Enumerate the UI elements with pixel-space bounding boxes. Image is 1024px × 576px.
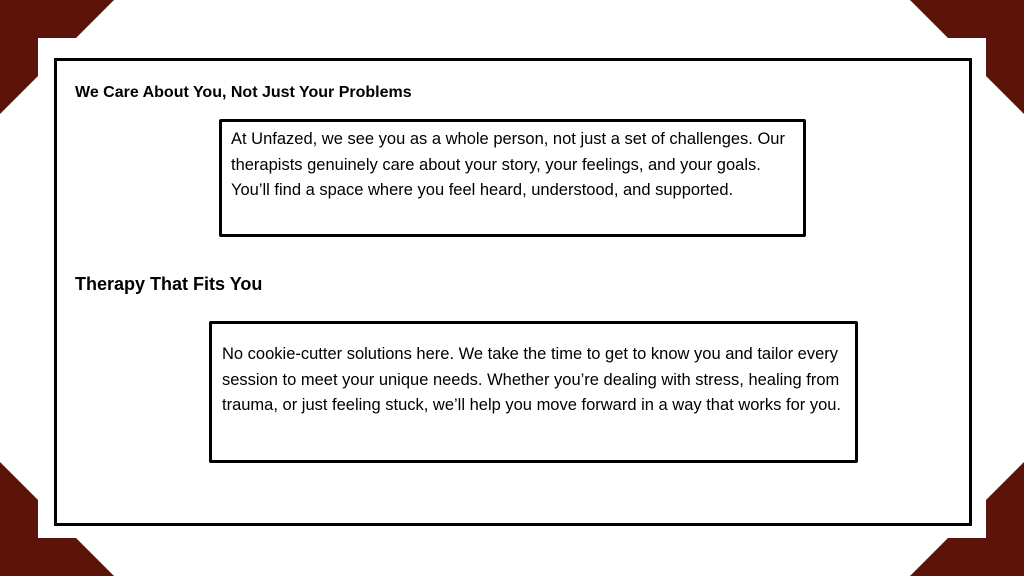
section-2-heading: Therapy That Fits You (75, 274, 263, 294)
section-2-textbox: No cookie-cutter solutions here. We take the time to get to know you and tailor every session to meet your unique needs. Whether you’re dealing with stress, healing from trauma, or just feeling stuck, we’ll help you move forward in a way that works for you. (209, 321, 858, 463)
section-1-heading: We Care About You, Not Just Your Problems (75, 84, 412, 101)
section-1-textbox: At Unfazed, we see you as a whole person, not just a set of challenges. Our therapists genuinely care about your story, your feelings, and your goals. You’ll find a space where you feel heard, understood, and supported. (219, 119, 806, 237)
